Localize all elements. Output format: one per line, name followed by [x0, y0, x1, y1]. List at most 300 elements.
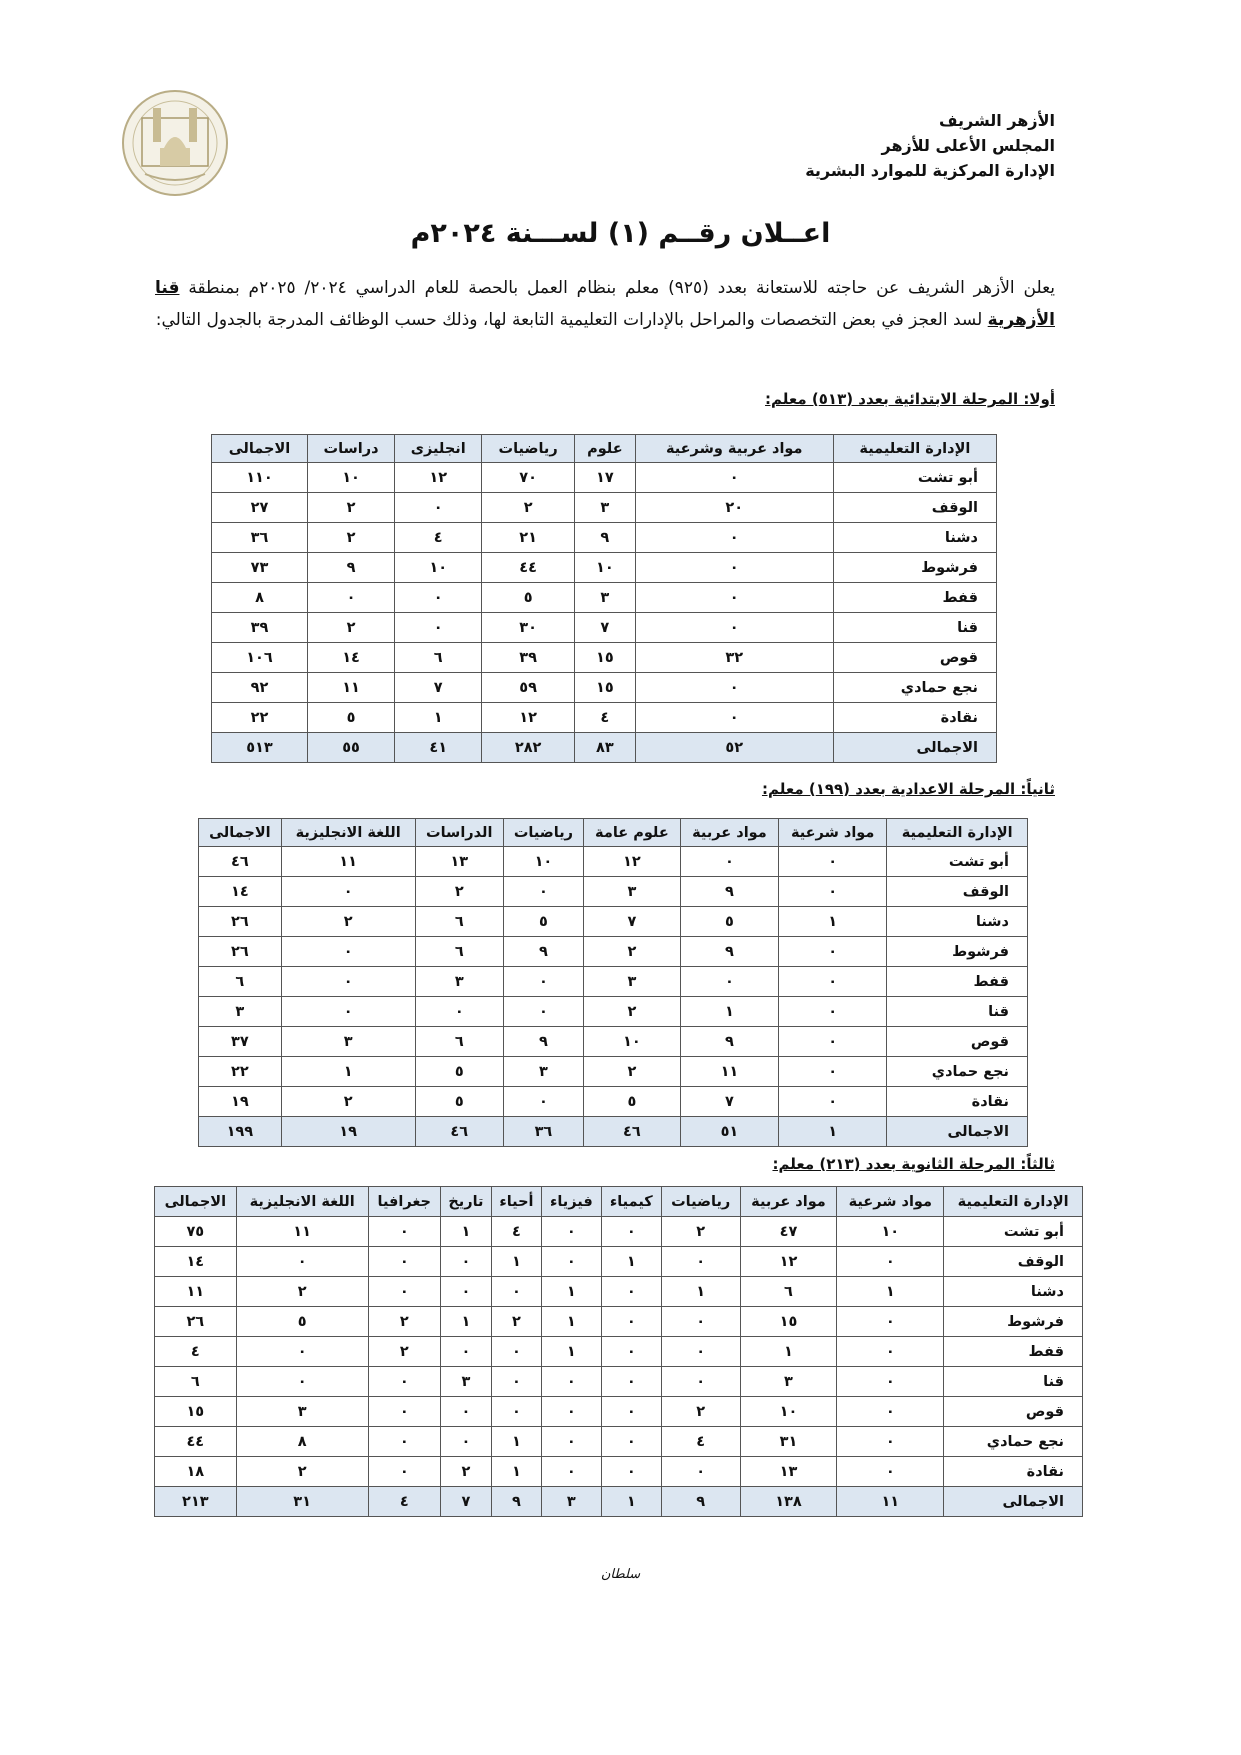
primary-stage-table — [211, 434, 997, 763]
table-cell: ٠ — [307, 583, 394, 613]
table-cell: ٠ — [440, 1247, 491, 1277]
column-header: علوم عامة — [583, 819, 680, 847]
table-cell: ٠ — [635, 703, 833, 733]
table-cell: ١٢ — [395, 463, 482, 493]
al-azhar-logo — [120, 88, 230, 198]
table-cell: ٢ — [583, 997, 680, 1027]
table-cell: ٩ — [503, 1027, 583, 1057]
table-cell: ١١ — [307, 673, 394, 703]
table-cell: ٠ — [395, 493, 482, 523]
column-header: الاجمالى — [155, 1187, 237, 1217]
column-header: انجليزى — [395, 435, 482, 463]
table-cell: ٢١ — [482, 523, 575, 553]
table-cell: ٢ — [368, 1337, 440, 1367]
table-cell: ٠ — [680, 967, 778, 997]
table-cell: ٤ — [575, 703, 636, 733]
table-cell: ٧ — [680, 1087, 778, 1117]
table-cell: ٥ — [482, 583, 575, 613]
table-cell: ١ — [541, 1307, 601, 1337]
table-cell: ٠ — [440, 1397, 491, 1427]
table-cell: ٠ — [368, 1427, 440, 1457]
table-cell: ٠ — [837, 1427, 944, 1457]
table-cell: ٠ — [236, 1337, 368, 1367]
table-cell: ١١ — [236, 1217, 368, 1247]
table-cell: ١ — [601, 1247, 661, 1277]
signature: سلطان — [600, 1567, 641, 1582]
table-row — [212, 463, 997, 493]
table-row — [155, 1277, 1083, 1307]
column-header: الإدارة التعليمية — [833, 435, 996, 463]
table-cell: ٣ — [583, 877, 680, 907]
table-cell: ٣ — [415, 967, 503, 997]
admin-name-cell: أبو تشت — [944, 1217, 1083, 1247]
table-cell: ٦ — [155, 1367, 237, 1397]
table-row — [199, 1057, 1028, 1087]
section-secondary-title: ثالثاً: المرحلة الثانوية بعدد (٢١٣) معلم: — [772, 1155, 1055, 1173]
table-cell: ٠ — [491, 1397, 541, 1427]
table-cell: ١٢ — [583, 847, 680, 877]
table-cell: ٠ — [601, 1457, 661, 1487]
admin-name-cell: نجع حمادي — [887, 1057, 1028, 1087]
table-cell: ٠ — [837, 1367, 944, 1397]
table-cell: ٢ — [236, 1277, 368, 1307]
table-cell: ٣ — [236, 1397, 368, 1427]
table-row — [155, 1247, 1083, 1277]
admin-name-cell: الوقف — [887, 877, 1028, 907]
table-cell: ٥ — [236, 1307, 368, 1337]
table-row — [199, 847, 1028, 877]
table-cell: ٧ — [583, 907, 680, 937]
admin-name-cell: دشنا — [944, 1277, 1083, 1307]
table-row — [212, 583, 997, 613]
total-cell: ١ — [601, 1487, 661, 1517]
table-row — [212, 613, 997, 643]
table-cell: ٩ — [503, 937, 583, 967]
table-row — [212, 493, 997, 523]
table-cell: ١ — [440, 1307, 491, 1337]
table-cell: ٠ — [491, 1367, 541, 1397]
table-cell: ٢ — [583, 1057, 680, 1087]
table-cell: ٠ — [281, 997, 415, 1027]
total-row — [155, 1487, 1083, 1517]
total-cell: ١٣٨ — [740, 1487, 837, 1517]
total-cell: ٢٨٢ — [482, 733, 575, 763]
column-header: مواد عربية وشرعية — [635, 435, 833, 463]
table-cell: ٣ — [740, 1367, 837, 1397]
table-cell: ٦ — [415, 937, 503, 967]
column-header: تاريخ — [440, 1187, 491, 1217]
section-primary-title: أولا: المرحلة الابتدائية بعدد (٥١٣) معلم: — [765, 390, 1055, 408]
table-cell: ١ — [680, 997, 778, 1027]
table-cell: ٠ — [837, 1397, 944, 1427]
table-cell: ٠ — [236, 1367, 368, 1397]
table-cell: ١ — [440, 1217, 491, 1247]
table-cell: ٣ — [575, 493, 636, 523]
table-cell: ٧٥ — [155, 1217, 237, 1247]
table-cell: ٠ — [778, 877, 886, 907]
table-cell: ٠ — [837, 1457, 944, 1487]
column-header: الاجمالى — [212, 435, 308, 463]
header-line-2: المجلس الأعلى للأزهر — [881, 136, 1055, 155]
table-row — [199, 967, 1028, 997]
total-row — [199, 1117, 1028, 1147]
table-cell: ٠ — [601, 1277, 661, 1307]
table-cell: ٠ — [778, 1027, 886, 1057]
table-cell: ٠ — [368, 1397, 440, 1427]
total-cell: ٣٦ — [503, 1117, 583, 1147]
admin-name-cell: فرشوط — [887, 937, 1028, 967]
total-cell: ١٩٩ — [199, 1117, 282, 1147]
table-cell: ١٠ — [583, 1027, 680, 1057]
table-row — [212, 523, 997, 553]
table-row — [212, 703, 997, 733]
table-cell: ٣٢ — [635, 643, 833, 673]
table-cell: ٠ — [601, 1337, 661, 1367]
table-cell: ٠ — [541, 1457, 601, 1487]
table-cell: ٤٧ — [740, 1217, 837, 1247]
table-cell: ٠ — [503, 967, 583, 997]
table-cell: ٢٦ — [199, 907, 282, 937]
table-cell: ٢ — [661, 1397, 740, 1427]
table-cell: ٢ — [368, 1307, 440, 1337]
total-cell: ٣١ — [236, 1487, 368, 1517]
table-cell: ٦ — [740, 1277, 837, 1307]
table-cell: ٠ — [778, 847, 886, 877]
table-cell: ١٠ — [503, 847, 583, 877]
total-cell: ٨٣ — [575, 733, 636, 763]
admin-name-cell: دشنا — [887, 907, 1028, 937]
table-cell: ١٠ — [307, 463, 394, 493]
table-cell: ١ — [491, 1247, 541, 1277]
table-cell: ١٠ — [740, 1397, 837, 1427]
intro-text: يعلن الأزهر الشريف عن حاجته للاستعانة بعدد (٩٢٥) معلم بنظام العمل بالحصة للعام الدراسي ٢٠٢٤/ ٢٠٢٥م بمنطقة — [188, 278, 1055, 298]
column-header: فيزياء — [541, 1187, 601, 1217]
table-cell: ١٩ — [199, 1087, 282, 1117]
column-header: مواد شرعية — [778, 819, 886, 847]
table-cell: ٠ — [541, 1427, 601, 1457]
table-cell: ٣٠ — [482, 613, 575, 643]
institution-header — [805, 108, 1055, 183]
table-cell: ٥ — [307, 703, 394, 733]
table-cell: ١٢ — [482, 703, 575, 733]
table-cell: ١١ — [155, 1277, 237, 1307]
table-cell: ٢ — [415, 877, 503, 907]
table-cell: ٢ — [307, 493, 394, 523]
column-header: أحياء — [491, 1187, 541, 1217]
total-label: الاجمالى — [944, 1487, 1083, 1517]
admin-name-cell: نقادة — [944, 1457, 1083, 1487]
table-cell: ٠ — [635, 553, 833, 583]
total-cell: ١٩ — [281, 1117, 415, 1147]
total-cell: ١ — [778, 1117, 886, 1147]
table-cell: ٠ — [503, 1087, 583, 1117]
table-row — [155, 1367, 1083, 1397]
table-cell: ٤٤ — [155, 1427, 237, 1457]
admin-name-cell: قفط — [944, 1337, 1083, 1367]
table-cell: ٧ — [395, 673, 482, 703]
table-cell: ٠ — [281, 967, 415, 997]
column-header: الإدارة التعليمية — [887, 819, 1028, 847]
table-cell: ٠ — [368, 1217, 440, 1247]
table-cell: ٤٦ — [199, 847, 282, 877]
table-cell: ٠ — [491, 1277, 541, 1307]
table-row — [212, 643, 997, 673]
column-header: كيمياء — [601, 1187, 661, 1217]
admin-name-cell: الوقف — [833, 493, 996, 523]
table-cell: ٣١ — [740, 1427, 837, 1457]
table-cell: ١ — [281, 1057, 415, 1087]
total-cell: ٥١٣ — [212, 733, 308, 763]
table-cell: ٠ — [440, 1427, 491, 1457]
table-cell: ٠ — [541, 1217, 601, 1247]
table-cell: ١١ — [281, 847, 415, 877]
table-cell: ٠ — [661, 1457, 740, 1487]
table-cell: ٣ — [583, 967, 680, 997]
admin-name-cell: قوص — [887, 1027, 1028, 1057]
table-header-row — [212, 435, 997, 463]
table-cell: ٠ — [837, 1247, 944, 1277]
table-cell: ١٨ — [155, 1457, 237, 1487]
column-header: الدراسات — [415, 819, 503, 847]
table-cell: ٠ — [368, 1367, 440, 1397]
table-cell: ٠ — [541, 1367, 601, 1397]
table-cell: ١٠ — [395, 553, 482, 583]
table-row — [199, 907, 1028, 937]
table-cell: ٠ — [661, 1247, 740, 1277]
table-cell: ١٤ — [307, 643, 394, 673]
table-cell: ٠ — [635, 463, 833, 493]
table-cell: ٠ — [368, 1277, 440, 1307]
table-row — [199, 1027, 1028, 1057]
table-cell: ٠ — [661, 1307, 740, 1337]
table-cell: ٠ — [680, 847, 778, 877]
table-cell: ٢٢ — [199, 1057, 282, 1087]
table-cell: ١١٠ — [212, 463, 308, 493]
total-cell: ٧ — [440, 1487, 491, 1517]
table-cell: ١٠ — [575, 553, 636, 583]
admin-name-cell: نجع حمادي — [944, 1427, 1083, 1457]
total-cell: ٤٦ — [415, 1117, 503, 1147]
table-cell: ٠ — [415, 997, 503, 1027]
admin-name-cell: دشنا — [833, 523, 996, 553]
table-cell: ٢ — [440, 1457, 491, 1487]
admin-name-cell: قنا — [887, 997, 1028, 1027]
table-cell: ٠ — [635, 583, 833, 613]
table-cell: ١ — [541, 1337, 601, 1367]
table-cell: ١٣ — [740, 1457, 837, 1487]
table-cell: ١ — [778, 907, 886, 937]
total-cell: ٤ — [368, 1487, 440, 1517]
table-cell: ١٥ — [155, 1397, 237, 1427]
table-row — [155, 1397, 1083, 1427]
table-cell: ١٤ — [155, 1247, 237, 1277]
table-cell: ٣ — [199, 997, 282, 1027]
table-cell: ٩٢ — [212, 673, 308, 703]
table-cell: ٩ — [680, 937, 778, 967]
table-cell: ٦ — [415, 907, 503, 937]
table-row — [155, 1307, 1083, 1337]
admin-name-cell: قوص — [833, 643, 996, 673]
admin-name-cell: نقادة — [887, 1087, 1028, 1117]
total-cell: ٩ — [491, 1487, 541, 1517]
table-cell: ١٧ — [575, 463, 636, 493]
total-cell: ٥٥ — [307, 733, 394, 763]
column-header: الإدارة التعليمية — [944, 1187, 1083, 1217]
table-cell: ٨ — [236, 1427, 368, 1457]
column-header: جغرافيا — [368, 1187, 440, 1217]
column-header: رياضيات — [661, 1187, 740, 1217]
total-cell: ٥١ — [680, 1117, 778, 1147]
table-cell: ٠ — [368, 1247, 440, 1277]
secondary-stage-table — [154, 1186, 1083, 1517]
table-row — [199, 997, 1028, 1027]
table-cell: ٦ — [199, 967, 282, 997]
admin-name-cell: نجع حمادي — [833, 673, 996, 703]
table-cell: ١ — [837, 1277, 944, 1307]
table-cell: ٩ — [680, 1027, 778, 1057]
total-cell: ٤١ — [395, 733, 482, 763]
table-cell: ١ — [661, 1277, 740, 1307]
table-cell: ٠ — [635, 673, 833, 703]
table-cell: ٠ — [236, 1247, 368, 1277]
table-cell: ٠ — [541, 1247, 601, 1277]
table-cell: ٢ — [236, 1457, 368, 1487]
table-cell: ٢٦ — [155, 1307, 237, 1337]
table-row — [155, 1457, 1083, 1487]
total-cell: ٤٦ — [583, 1117, 680, 1147]
admin-name-cell: فرشوط — [944, 1307, 1083, 1337]
table-cell: ٠ — [541, 1397, 601, 1427]
table-cell: ٤ — [395, 523, 482, 553]
table-cell: ٢٢ — [212, 703, 308, 733]
table-cell: ٤٤ — [482, 553, 575, 583]
table-cell: ٤ — [491, 1217, 541, 1247]
table-cell: ١ — [491, 1427, 541, 1457]
table-cell: ٠ — [778, 937, 886, 967]
total-cell: ٥٢ — [635, 733, 833, 763]
table-cell: ٠ — [601, 1397, 661, 1427]
table-cell: ٢ — [281, 907, 415, 937]
table-cell: ٩ — [680, 877, 778, 907]
table-cell: ٠ — [440, 1277, 491, 1307]
table-header-row — [155, 1187, 1083, 1217]
table-cell: ٢ — [307, 523, 394, 553]
admin-name-cell: الوقف — [944, 1247, 1083, 1277]
column-header: مواد شرعية — [837, 1187, 944, 1217]
table-cell: ١٥ — [740, 1307, 837, 1337]
table-cell: ٠ — [491, 1337, 541, 1367]
table-cell: ٠ — [837, 1337, 944, 1367]
table-cell: ٠ — [395, 613, 482, 643]
column-header: اللغة الانجليزية — [236, 1187, 368, 1217]
table-cell: ٠ — [778, 997, 886, 1027]
table-cell: ٣٦ — [212, 523, 308, 553]
table-row — [155, 1337, 1083, 1367]
total-cell: ٣ — [541, 1487, 601, 1517]
admin-name-cell: قنا — [833, 613, 996, 643]
column-header: دراسات — [307, 435, 394, 463]
admin-name-cell: قفط — [833, 583, 996, 613]
total-cell: ١١ — [837, 1487, 944, 1517]
table-cell: ٠ — [635, 613, 833, 643]
table-cell: ٩ — [307, 553, 394, 583]
table-cell: ٤ — [661, 1427, 740, 1457]
table-cell: ٠ — [635, 523, 833, 553]
intro-paragraph — [155, 272, 1055, 336]
table-cell: ١٥ — [575, 643, 636, 673]
section-preparatory-title: ثانياً: المرحلة الاعدادية بعدد (١٩٩) معلم: — [761, 780, 1055, 798]
header-line-1: الأزهر الشريف — [938, 111, 1055, 130]
admin-name-cell: فرشوط — [833, 553, 996, 583]
admin-name-cell: أبو تشت — [887, 847, 1028, 877]
table-cell: ٠ — [281, 937, 415, 967]
total-label: الاجمالى — [887, 1117, 1028, 1147]
table-cell: ٢ — [491, 1307, 541, 1337]
table-cell: ٠ — [661, 1367, 740, 1397]
table-cell: ٥٩ — [482, 673, 575, 703]
table-cell: ١٠٦ — [212, 643, 308, 673]
table-cell: ٣ — [575, 583, 636, 613]
table-cell: ٠ — [503, 997, 583, 1027]
header-line-3: الإدارة المركزية للموارد البشرية — [805, 161, 1055, 180]
table-row — [155, 1217, 1083, 1247]
table-row — [199, 877, 1028, 907]
table-row — [155, 1427, 1083, 1457]
table-cell: ٥ — [503, 907, 583, 937]
column-header: علوم — [575, 435, 636, 463]
table-cell: ٤ — [155, 1337, 237, 1367]
table-cell: ٢ — [281, 1087, 415, 1117]
table-cell: ٢ — [482, 493, 575, 523]
announcement-title: اعــلان رقــم (١) لســـنة ٢٠٢٤م — [410, 218, 831, 249]
column-header: رياضيات — [503, 819, 583, 847]
total-row — [212, 733, 997, 763]
table-cell: ٠ — [281, 877, 415, 907]
table-cell: ٥ — [583, 1087, 680, 1117]
table-header-row — [199, 819, 1028, 847]
table-cell: ٣ — [503, 1057, 583, 1087]
table-cell: ٠ — [601, 1427, 661, 1457]
table-cell: ٢ — [583, 937, 680, 967]
table-cell: ٠ — [440, 1337, 491, 1367]
total-cell: ٢١٣ — [155, 1487, 237, 1517]
table-cell: ٢٦ — [199, 937, 282, 967]
table-cell: ١ — [740, 1337, 837, 1367]
table-cell: ٣ — [440, 1367, 491, 1397]
table-cell: ٣٩ — [212, 613, 308, 643]
table-cell: ٣٩ — [482, 643, 575, 673]
table-cell: ٧٣ — [212, 553, 308, 583]
table-cell: ٧ — [575, 613, 636, 643]
table-cell: ٢ — [307, 613, 394, 643]
table-cell: ١ — [395, 703, 482, 733]
table-cell: ١١ — [680, 1057, 778, 1087]
table-cell: ١ — [491, 1457, 541, 1487]
table-cell: ٠ — [837, 1307, 944, 1337]
table-cell: ٦ — [415, 1027, 503, 1057]
table-row — [199, 937, 1028, 967]
table-cell: ٥ — [415, 1057, 503, 1087]
table-cell: ٠ — [778, 1057, 886, 1087]
table-cell: ٠ — [778, 967, 886, 997]
intro-lead: قنا الأزهرية — [155, 278, 1055, 330]
table-cell: ١٤ — [199, 877, 282, 907]
table-cell: ٦ — [395, 643, 482, 673]
column-header: مواد عربية — [740, 1187, 837, 1217]
column-header: الاجمالى — [199, 819, 282, 847]
column-header: مواد عربية — [680, 819, 778, 847]
table-cell: ٠ — [395, 583, 482, 613]
